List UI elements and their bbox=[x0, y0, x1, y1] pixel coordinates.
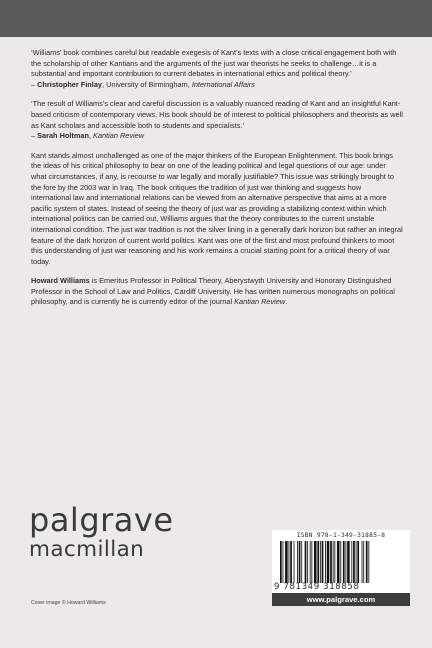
barcode-bar bbox=[368, 541, 369, 583]
quote-source: International Affairs bbox=[191, 79, 255, 89]
publisher-url: www.palgrave.com bbox=[272, 593, 410, 606]
barcode-bar bbox=[366, 541, 368, 583]
barcode-bar bbox=[362, 541, 363, 583]
barcode-digits: 9 781349 318858 bbox=[274, 582, 360, 592]
isbn-label: ISBN 978-1-349-31885-8 bbox=[296, 532, 386, 539]
review-quote-2 bbox=[31, 99, 403, 141]
barcode-bars bbox=[280, 541, 402, 583]
barcode-bar bbox=[301, 541, 302, 583]
barcode-bar bbox=[345, 541, 346, 583]
barcode-bar bbox=[340, 541, 341, 583]
barcode-bar bbox=[289, 541, 290, 583]
barcode-bar bbox=[317, 541, 319, 583]
cover-image-credit: Cover image © Howard Williams bbox=[31, 600, 106, 606]
barcode-bar bbox=[290, 541, 292, 583]
quote-source: Kantian Review bbox=[93, 131, 145, 141]
isbn-barcode bbox=[272, 530, 410, 593]
quote-attribution bbox=[31, 80, 403, 91]
publisher-logo-line1: palgrave bbox=[29, 501, 174, 539]
barcode-bar bbox=[280, 541, 282, 583]
barcode-bar bbox=[330, 541, 332, 583]
back-cover-text bbox=[31, 48, 403, 308]
publisher-logo bbox=[29, 503, 174, 563]
barcode-bar bbox=[356, 541, 357, 583]
barcode-bar bbox=[294, 541, 295, 583]
barcode-bar bbox=[297, 541, 298, 583]
quote-affiliation: , bbox=[88, 131, 94, 141]
barcode-bar bbox=[353, 541, 355, 583]
barcode-bar bbox=[327, 541, 330, 583]
quote-text: ‘The result of Williams’s clear and careful discussion is a valuably nuanced reading of Kant and an insightful Kant-based criticism of contemporary views. His book should be of interest to political philosophers and theorists as well as Kant scholars and accessible both to students and specialists.’ bbox=[31, 99, 403, 130]
journal-name: Kantian Review bbox=[234, 297, 286, 307]
barcode-bar bbox=[333, 541, 334, 583]
author-name: Howard Williams bbox=[31, 276, 90, 286]
barcode-bar bbox=[351, 541, 352, 583]
dash: – bbox=[31, 131, 38, 141]
barcode-bar bbox=[311, 541, 312, 583]
dash: – bbox=[31, 79, 38, 89]
barcode-bar bbox=[285, 541, 288, 583]
barcode-bar bbox=[307, 541, 308, 583]
author-bio-end: . bbox=[285, 297, 288, 307]
barcode-bar bbox=[322, 541, 324, 583]
barcode-bar bbox=[299, 541, 301, 583]
barcode-bar bbox=[343, 541, 345, 583]
quote-author: Sarah Holtman bbox=[37, 131, 89, 141]
barcode-bar bbox=[337, 541, 340, 583]
author-bio bbox=[31, 276, 403, 308]
quote-author: Christopher Finlay bbox=[37, 79, 103, 89]
quote-attribution bbox=[31, 131, 403, 142]
barcode-bar bbox=[320, 541, 321, 583]
barcode-bar bbox=[283, 541, 284, 583]
barcode-bar bbox=[305, 541, 307, 583]
barcode-bar bbox=[314, 541, 317, 583]
barcode-bar bbox=[325, 541, 326, 583]
quote-affiliation: , University of Birmingham, bbox=[102, 79, 192, 89]
book-description: Kant stands almost unchallenged as one of the major thinkers of the European Enlightenment. This book brings the ideas of his critical philosophy to bear on one of the leading political and legal questions of our age: under what circumstances, if any, is recourse to war legally and morally justifiable? This issue was strikingly brought to the fore by the 2003 war in Iraq. The book critiques the tradition of just war thinking and suggests how international law and international relations can be viewed from an alternative perspective that aims at a more pacific system of states. Instead of seeing the theory of just war as providing a stabilizing context within which international politics can be carried out, Williams argues that the theory contributes to the current unstable international condition. The just war tradition is not the silver lining in a generally dark horizon but rather an integral feature of the dark horizon of current world politics. Kant was one of the first and most profound thinkers to moot this understanding of just war reasoning and his work remains a crucial starting point for a critical theory of war today. bbox=[31, 150, 403, 266]
barcode-bar bbox=[310, 541, 311, 583]
top-color-band bbox=[0, 0, 432, 37]
review-quote-1 bbox=[31, 48, 403, 90]
barcode-bar bbox=[357, 541, 359, 583]
quote-text: ‘Williams’ book combines careful but readable exegesis of Kant’s texts with a close critical engagement both with the scholarship of other Kantians and the arguments of the just war theorists he seeks to challenge…it is a substantial and important contribution to current debates in international ethics and political theory.’ bbox=[31, 48, 397, 79]
barcode-bar bbox=[363, 541, 364, 583]
barcode-bar bbox=[334, 541, 335, 583]
barcode-bar bbox=[347, 541, 350, 583]
author-bio-text: is Emeritus Professor in Political Theory, Aberystwyth University and Honorary Distinguished Professor in the School of Law and Politics, Cardiff University. He has written numerous monographs on political philosophy, and is currently he is currently editor of the journal bbox=[31, 276, 395, 307]
publisher-logo-line2: macmillan bbox=[29, 537, 145, 562]
